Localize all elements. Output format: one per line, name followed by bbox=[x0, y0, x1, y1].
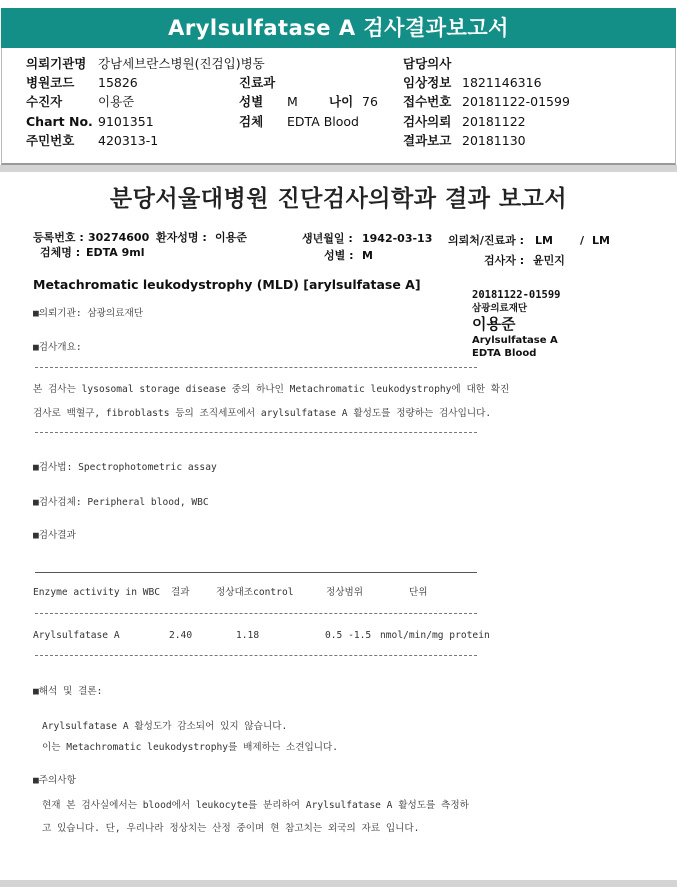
interp-text-2: 이는 Metachromatic leukodystrophy를 배제하는 소견입니다. bbox=[42, 742, 339, 753]
report-title: Arylsulfatase A 검사결과보고서 bbox=[168, 16, 509, 40]
report-sex-value: M bbox=[362, 249, 373, 262]
table-header-control: 정상대조control bbox=[216, 587, 294, 598]
ref-dept-separator: / bbox=[580, 234, 585, 247]
sticker-specimen: EDTA Blood bbox=[472, 348, 537, 359]
ref-dept-label: 의뢰처/진료과 : bbox=[448, 234, 525, 247]
overview-text-2: 검사로 백혈구, fibroblasts 등의 조직세포에서 arylsulfatase A 활성도를 정량하는 검사입니다. bbox=[33, 408, 492, 419]
report-sex-label: 성별 : bbox=[324, 249, 354, 262]
patient-info-panel bbox=[1, 48, 676, 165]
overview-text-1: 본 검사는 lysosomal storage disease 중의 하나인 Metachromatic leukodystrophy에 대한 확진 bbox=[33, 384, 510, 395]
sticker-receipt: 20181122-01599 bbox=[472, 289, 561, 301]
notes-text-1: 현재 본 검사실에서는 blood에서 leukocyte를 분리하여 Arylsulfatase A 활성도를 측정하 bbox=[42, 800, 469, 811]
receipt-label: 접수번호 bbox=[403, 94, 452, 109]
notes-text-2: 고 있습니다. 단, 우리나라 정상치는 산정 중이며 현 참고치는 외국의 자료 입니다. bbox=[42, 823, 420, 834]
report-date-value: 20181130 bbox=[462, 133, 526, 148]
test-req-value: 20181122 bbox=[462, 114, 526, 129]
clinical-label: 임상정보 bbox=[403, 75, 452, 90]
age-value: 76 bbox=[362, 94, 378, 109]
hosp-code-value: 15826 bbox=[98, 75, 138, 90]
table-header-result: 결과 bbox=[171, 587, 190, 598]
method-line: ■검사법: Spectrophotometric assay bbox=[33, 462, 217, 473]
receipt-value: 20181122-01599 bbox=[462, 94, 570, 109]
table-header-enzyme: Enzyme activity in WBC bbox=[33, 587, 161, 598]
reg-value: 30274600 bbox=[88, 231, 150, 244]
table-top-rule bbox=[35, 572, 477, 573]
row-unit: nmol/min/mg protein bbox=[380, 630, 490, 641]
overview-heading: ■검사개요: bbox=[33, 342, 82, 353]
interp-text-1: Arylsulfatase A 활성도가 감소되어 있지 않습니다. bbox=[42, 721, 288, 732]
row-control: 1.18 bbox=[236, 630, 260, 641]
resident-label: 주민번호 bbox=[26, 133, 75, 148]
sex-label: 성별 bbox=[239, 94, 264, 109]
specimen-label: 검체 bbox=[239, 114, 264, 129]
req-org-label: 의뢰기관명 bbox=[26, 56, 87, 71]
specimen-value: EDTA Blood bbox=[287, 114, 359, 129]
reg-label: 등록번호 : bbox=[33, 231, 84, 244]
birth-label: 생년월일 : bbox=[302, 232, 353, 245]
patient-name-label: 환자성명 : bbox=[156, 231, 207, 244]
row-enzyme: Arylsulfatase A bbox=[33, 630, 120, 641]
doctor-label: 담당의사 bbox=[403, 56, 452, 71]
sticker-patient: 이용준 bbox=[472, 315, 516, 333]
req-org-value: 강남세브란스병원(진검입)병동 bbox=[98, 56, 265, 71]
notes-heading: ■주의사항 bbox=[33, 775, 76, 786]
row-range: 0.5 -1.5 bbox=[325, 630, 372, 641]
chart-label: Chart No. bbox=[26, 114, 93, 129]
ref-dept-value-2: LM bbox=[592, 234, 610, 247]
chart-value: 9101351 bbox=[98, 114, 154, 129]
patient-value: 이용준 bbox=[98, 94, 135, 109]
table-header-unit: 단위 bbox=[409, 587, 428, 598]
table-header-range: 정상범위 bbox=[326, 587, 364, 598]
sex-value: M bbox=[287, 94, 298, 109]
result-heading: ■검사결과 bbox=[33, 530, 76, 541]
spec-label: 검체명 : bbox=[40, 246, 81, 259]
test-name: Metachromatic leukodystrophy (MLD) [arylsulfatase A] bbox=[33, 277, 421, 292]
birth-value: 1942-03-13 bbox=[362, 232, 433, 245]
age-label: 나이 bbox=[329, 94, 354, 109]
hosp-code-label: 병원코드 bbox=[26, 75, 75, 90]
org-line: ■의뢰기관: 삼광의료재단 bbox=[33, 308, 144, 319]
patient-name-value: 이용준 bbox=[215, 231, 247, 244]
hospital-report-title: 분당서울대병원 진단검사의학과 결과 보고서 bbox=[109, 186, 568, 212]
spec-value: EDTA 9ml bbox=[86, 246, 145, 259]
patient-label: 수진자 bbox=[26, 94, 63, 109]
interp-heading: ■해석 및 결론: bbox=[33, 686, 103, 697]
examiner-value: 윤민지 bbox=[533, 254, 565, 267]
test-req-label: 검사의뢰 bbox=[403, 114, 452, 129]
examiner-label: 검사자 : bbox=[484, 254, 525, 267]
sticker-test: Arylsulfatase A bbox=[472, 335, 558, 346]
sample-label-sticker bbox=[472, 289, 561, 360]
dept-label: 진료과 bbox=[239, 75, 276, 90]
row-result: 2.40 bbox=[169, 630, 193, 641]
scanned-report bbox=[0, 172, 677, 887]
bottom-border bbox=[0, 880, 677, 887]
table-header-rule bbox=[35, 613, 477, 614]
ref-dept-value-1: LM bbox=[535, 234, 553, 247]
clinical-value: 1821146316 bbox=[462, 75, 542, 90]
report-title-bar bbox=[1, 8, 676, 48]
table-bottom-rule bbox=[35, 655, 477, 656]
sticker-org: 삼광의료재단 bbox=[472, 303, 528, 314]
overview-bottom-rule bbox=[35, 432, 477, 433]
report-date-label: 결과보고 bbox=[403, 133, 452, 148]
specimen-line: ■검사검체: Peripheral blood, WBC bbox=[33, 497, 209, 508]
overview-top-rule bbox=[35, 367, 477, 368]
resident-value: 420313-1 bbox=[98, 133, 159, 148]
section-divider bbox=[0, 165, 677, 172]
